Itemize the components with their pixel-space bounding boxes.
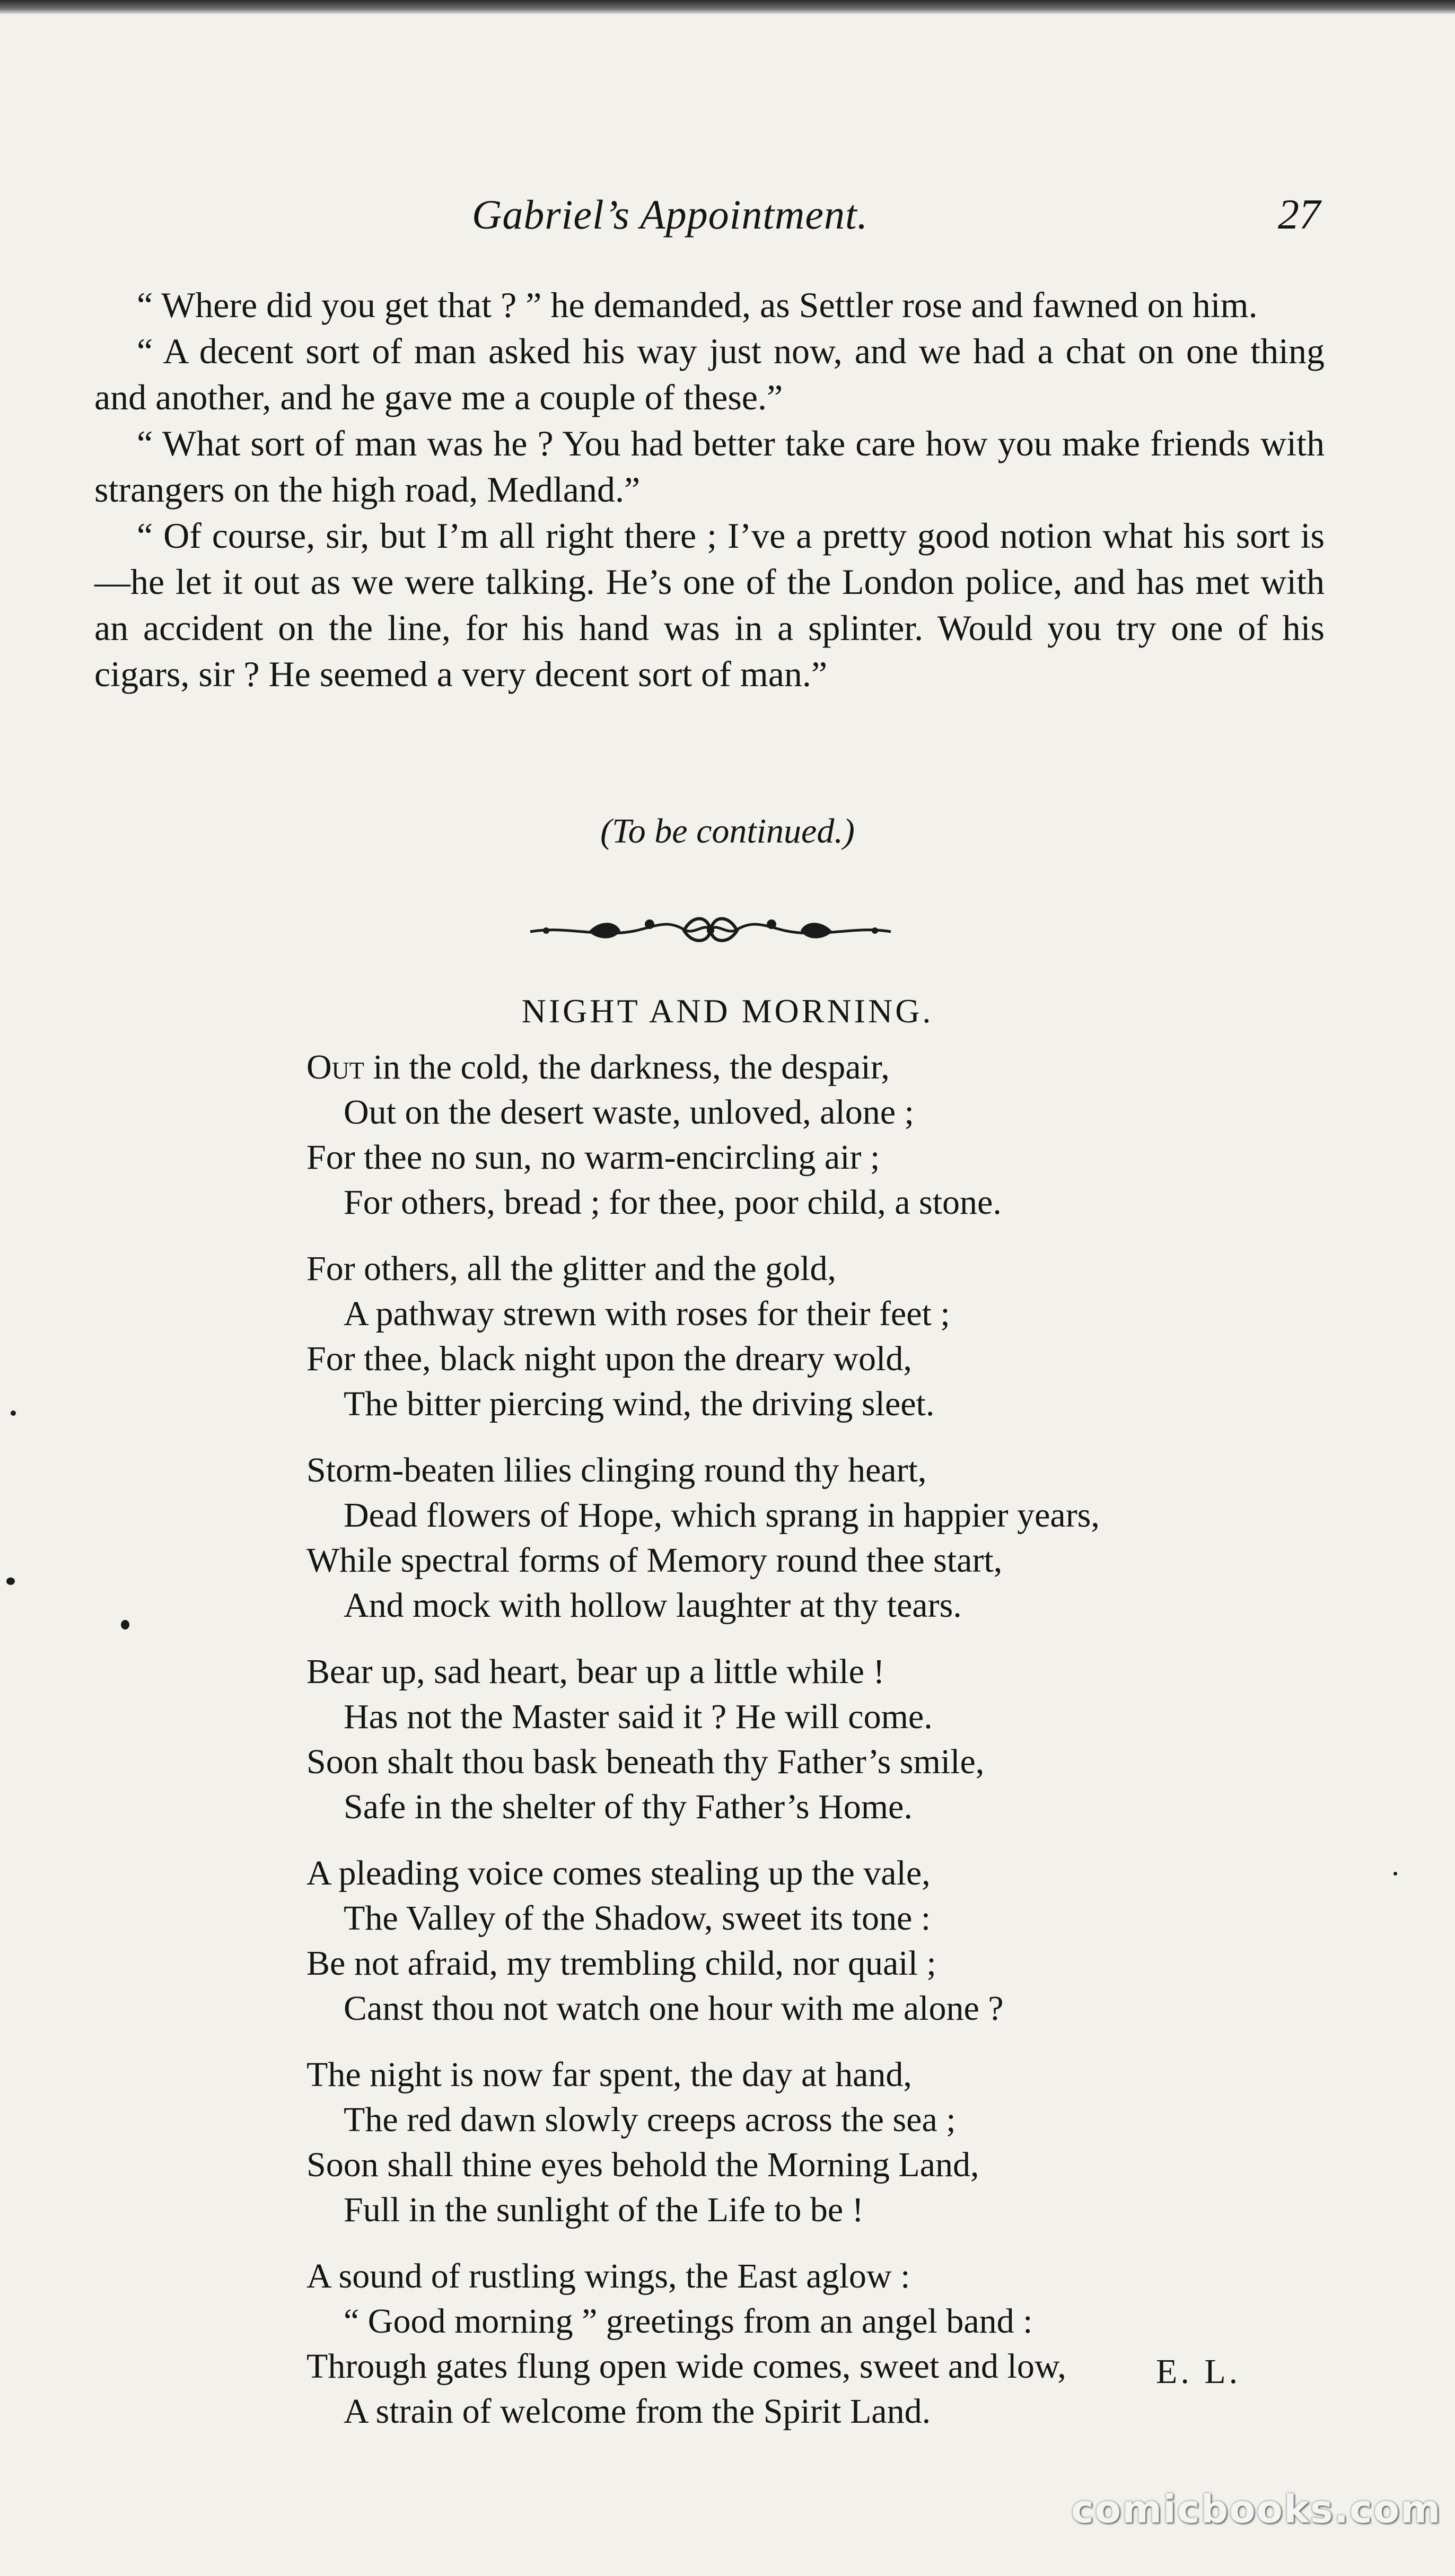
poem-line: Canst thou not watch one hour with me alone ? bbox=[344, 1989, 1004, 2028]
poem-title: NIGHT AND MORNING. bbox=[521, 992, 934, 1030]
poem-line: A sound of rustling wings, the East aglow : bbox=[306, 2257, 910, 2295]
running-head bbox=[0, 191, 1455, 249]
opening-word: Out bbox=[306, 1048, 364, 1087]
poem-line: For others, bread ; for thee, poor child, a stone. bbox=[344, 1183, 1002, 1222]
poem-line: Storm-beaten lilies clinging round thy heart, bbox=[306, 1451, 927, 1489]
poem-line bbox=[306, 1045, 1367, 1090]
poem-line: “ Good morning ” greetings from an angel band : bbox=[344, 2302, 1033, 2341]
poem-line: The red dawn slowly creeps across the sea ; bbox=[344, 2100, 956, 2139]
poem-signature: E. L. bbox=[1156, 2352, 1241, 2391]
to-be-continued-note: (To be continued.) bbox=[600, 812, 855, 851]
poem-line: For others, all the glitter and the gold, bbox=[306, 1249, 836, 1288]
poem-line: Safe in the shelter of thy Father’s Home. bbox=[344, 1788, 913, 1826]
prose-paragraph: “ Of course, sir, but I’m all right there ; I’ve a pretty good notion what his sort is—he let it out as we were talking. He’s one of the London police, and has met with an accident on the line, for his hand was in a splinter. Would you try one of his cigars, sir ? He seemed a very decent sort of man.” bbox=[94, 515, 1325, 694]
poem-line: Be not afraid, my trembling child, nor quail ; bbox=[306, 1944, 936, 1983]
poem-line: While spectral forms of Memory round thee start, bbox=[306, 1541, 1003, 1580]
page-number: 27 bbox=[1278, 191, 1320, 238]
poem-stanza bbox=[306, 1045, 1367, 1225]
prose-paragraph: “ A decent sort of man asked his way just now, and we had a chat on one thing and another, and he gave me a couple of these.” bbox=[94, 331, 1325, 417]
poem-line: A pathway strewn with roses for their feet ; bbox=[344, 1294, 950, 1333]
poem-line: The night is now far spent, the day at hand, bbox=[306, 2055, 912, 2094]
poem-line: A pleading voice comes stealing up the vale, bbox=[306, 1854, 931, 1892]
poem-line: For thee no sun, no warm-encircling air ; bbox=[306, 1138, 880, 1177]
poem-line: For thee, black night upon the dreary wold, bbox=[306, 1339, 912, 1378]
poem-line: The bitter piercing wind, the driving sleet. bbox=[344, 1385, 935, 1423]
ink-speck bbox=[11, 1410, 16, 1416]
story-prose bbox=[94, 282, 1325, 697]
site-watermark: comicbooks.com bbox=[1071, 2487, 1442, 2531]
poem-stanza bbox=[306, 1649, 1367, 1829]
ink-speck bbox=[6, 1578, 15, 1585]
poem-stanza bbox=[306, 1448, 1367, 1628]
poem-line: The Valley of the Shadow, sweet its tone : bbox=[344, 1899, 931, 1938]
ink-speck bbox=[121, 1620, 129, 1629]
poem-body bbox=[306, 1045, 1367, 2455]
poem-line: Full in the sunlight of the Life to be ! bbox=[344, 2191, 864, 2229]
running-title: Gabriel’s Appointment. bbox=[472, 191, 869, 238]
poem-stanza bbox=[306, 1246, 1367, 1426]
poem-line: Soon shalt thou bask beneath thy Father’s smile, bbox=[306, 1742, 985, 1781]
poem-line: Has not the Master said it ? He will come. bbox=[344, 1697, 933, 1736]
poem-line-text: in the cold, the darkness, the despair, bbox=[364, 1048, 890, 1087]
poem-stanza bbox=[306, 2052, 1367, 2232]
poem-stanza bbox=[306, 1851, 1367, 2031]
poem-line: Through gates flung open wide comes, sweet and low, bbox=[306, 2347, 1066, 2386]
decorative-flourish-icon bbox=[525, 909, 896, 952]
poem-line: Out on the desert waste, unloved, alone ; bbox=[344, 1093, 914, 1132]
poem-line: And mock with hollow laughter at thy tears. bbox=[344, 1586, 962, 1625]
prose-paragraph: “ Where did you get that ? ” he demanded, as Settler rose and fawned on him. bbox=[137, 285, 1258, 325]
ink-speck bbox=[1393, 1872, 1397, 1876]
poem-line: Bear up, sad heart, bear up a little while ! bbox=[306, 1652, 885, 1691]
poem-line: Dead flowers of Hope, which sprang in happier years, bbox=[344, 1496, 1100, 1535]
poem-line: A strain of welcome from the Spirit Land. bbox=[344, 2392, 931, 2431]
poem-stanza bbox=[306, 2254, 1367, 2434]
poem-line: Soon shall thine eyes behold the Morning Land, bbox=[306, 2145, 979, 2184]
prose-paragraph: “ What sort of man was he ? You had better take care how you make friends with strangers on the high road, Medland.” bbox=[94, 423, 1325, 510]
